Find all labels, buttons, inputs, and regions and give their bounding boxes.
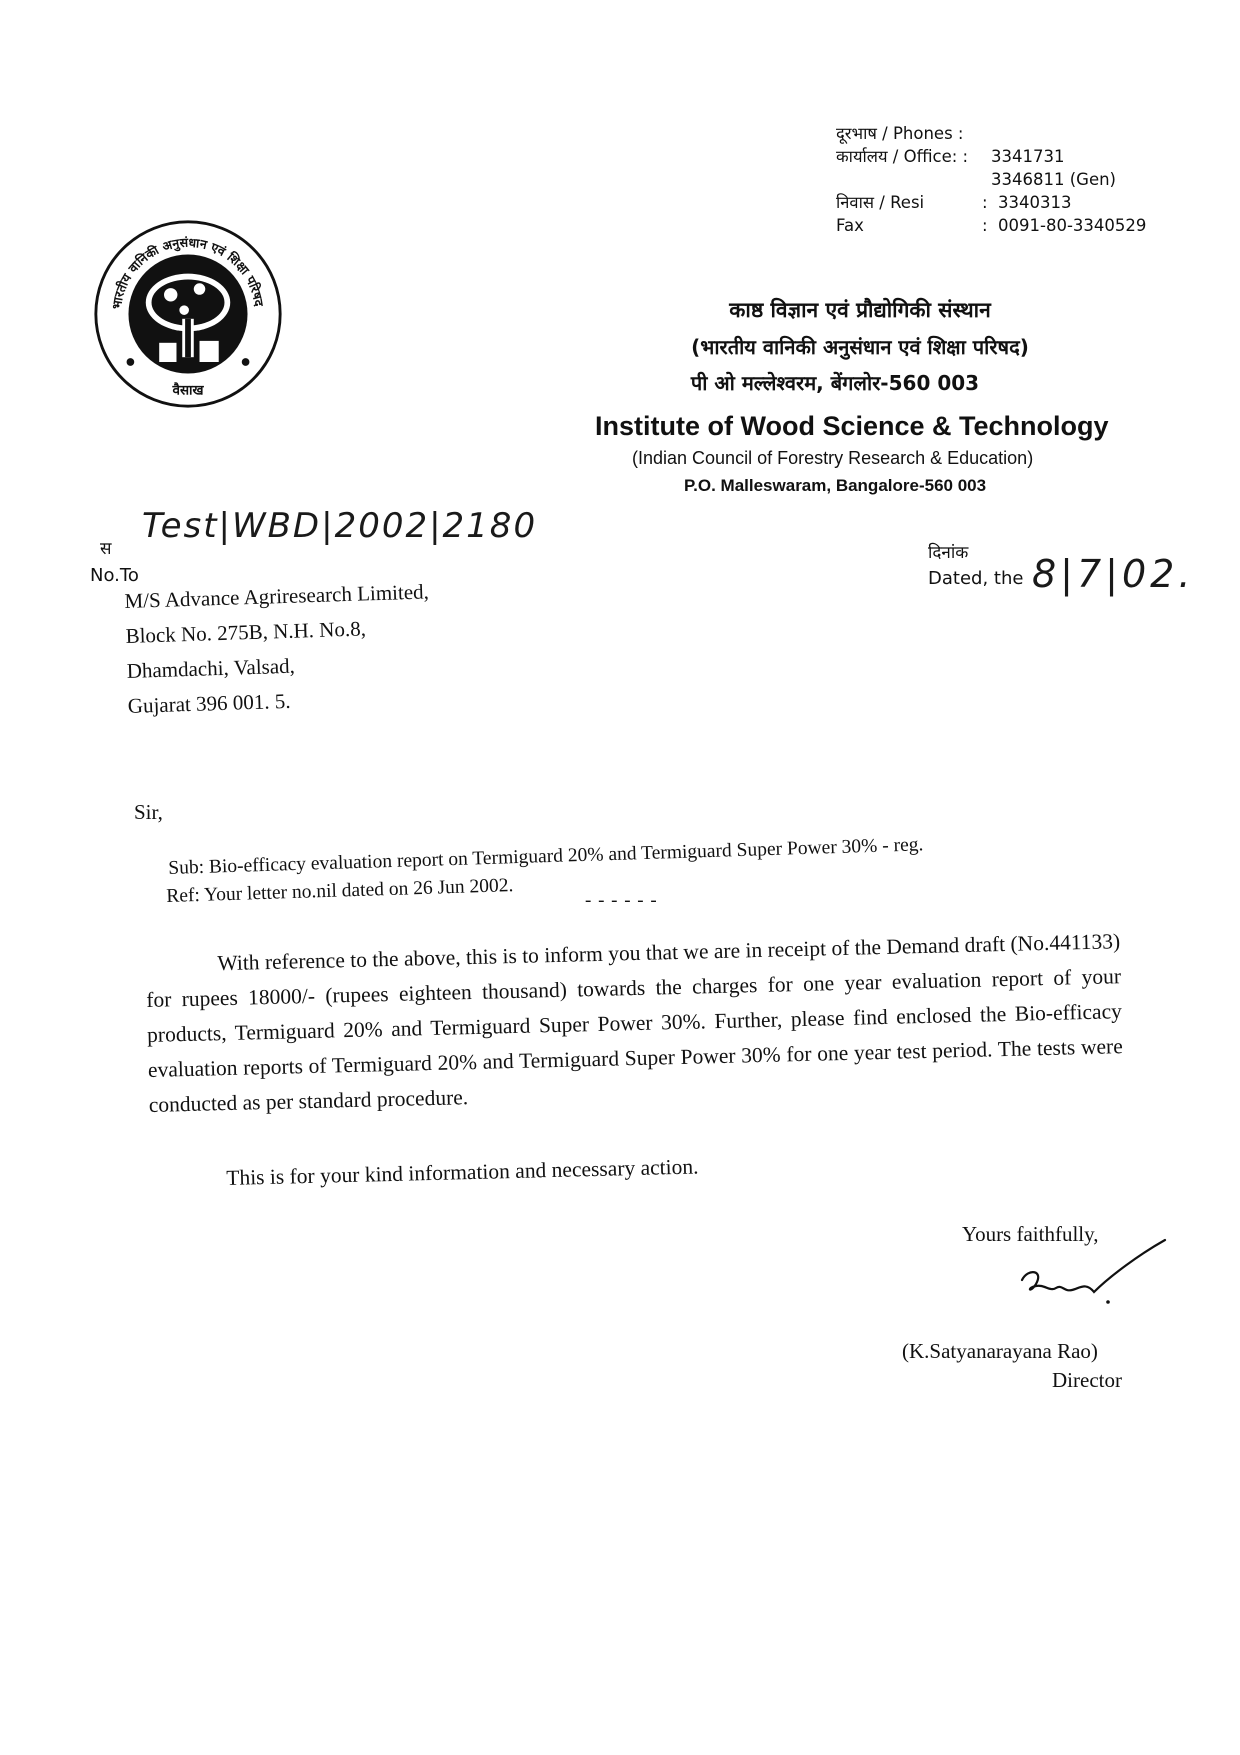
body-paragraph <box>145 924 1124 1123</box>
reference-number-handwritten: Test|WBD|2002|2180 <box>142 506 538 546</box>
phones-label: दूरभाष / Phones : <box>836 124 964 143</box>
fax-label: Fax <box>836 216 864 235</box>
recipient-address <box>124 574 433 723</box>
signatory-name: (K.Satyanarayana Rao) <box>902 1339 1098 1363</box>
salutation: Sir, <box>134 800 163 824</box>
signature <box>1010 1232 1170 1322</box>
recipient-line-2: Block No. 275B, N.H. No.8, <box>125 616 367 648</box>
office-number-2: 3346811 (Gen) <box>991 170 1116 189</box>
recipient-line-4: Gujarat 396 001. 5. <box>127 688 291 718</box>
signatory-title: Director <box>1052 1368 1122 1392</box>
institute-seal-logo <box>92 218 284 410</box>
resi-separator: : <box>982 193 988 212</box>
council-name: (Indian Council of Forestry Research & Education) <box>632 448 1034 468</box>
contact-block <box>836 122 1146 237</box>
recipient-line-1: M/S Advance Agriresearch Limited, <box>124 579 430 613</box>
to-label: To <box>119 565 139 586</box>
date-value-handwritten: 8|7|02. <box>1032 552 1195 596</box>
fax-row <box>836 214 1146 237</box>
reference-hindi-label: स <box>100 539 112 559</box>
svg-text:भारतीय वानिकी अनुसंधान एवं शिक: भारतीय वानिकी अनुसंधान एवं शिक्षा परिषद <box>108 234 267 311</box>
closing-paragraph: This is for your kind information and necessary action. <box>226 1154 699 1190</box>
institute-address: P.O. Malleswaram, Bangalore-560 003 <box>684 476 987 495</box>
hindi-institute-name: काष्ठ विज्ञान एवं प्रौद्योगिकी संस्थान <box>729 298 991 322</box>
seal-bottom-text: वैसाख <box>172 383 204 399</box>
reference-line: Ref: Your letter no.nil dated on 26 Jun 2002. <box>166 875 514 907</box>
hindi-council-name: (भारतीय वानिकी अनुसंधान एवं शिक्षा परिषद) <box>691 335 1029 359</box>
institute-name: Institute of Wood Science & Technology <box>595 411 1109 441</box>
office-row <box>836 145 1146 168</box>
hindi-address: पी ओ मल्लेश्वरम, बेंगलोर-560 003 <box>690 371 980 395</box>
subject-line: Sub: Bio-efficacy evaluation report on Termiguard 20% and Termiguard Super Power 30% - reg. <box>168 834 924 879</box>
office-row-2 <box>836 168 1146 191</box>
resi-label: निवास / Resi <box>836 193 925 212</box>
office-number-1: 3341731 <box>991 147 1065 166</box>
phones-row <box>836 122 1146 145</box>
body-paragraph-text: With reference to the above, this is to inform you that we are in receipt of the Demand draft (No.441133) for rupees 18000/- (rupees eighteen thousand) towards the charges for one year evaluation report of your products, Termiguard 20% and Termiguard Super Power 30%. Further, please find enclosed the Bio-efficacy evaluation reports of Termiguard 20% and Termiguard Super Power 30% for one year test period. The tests were conducted as per standard procedure. <box>145 929 1123 1117</box>
date-hindi-label: दिनांक <box>928 543 969 563</box>
resi-row <box>836 191 1146 214</box>
no-label: No. <box>90 565 120 586</box>
resi-number: 3340313 <box>998 193 1072 212</box>
fax-number: 0091-80-3340529 <box>998 216 1147 235</box>
fax-separator: : <box>982 216 988 235</box>
date-label: Dated, the <box>928 568 1024 589</box>
sign-off: Yours faithfully, <box>962 1222 1099 1246</box>
office-label: कार्यालय / Office: : <box>836 147 969 166</box>
recipient-line-3: Dhamdachi, Valsad, <box>126 653 296 683</box>
dash-underline: - - - - - - <box>585 890 658 911</box>
